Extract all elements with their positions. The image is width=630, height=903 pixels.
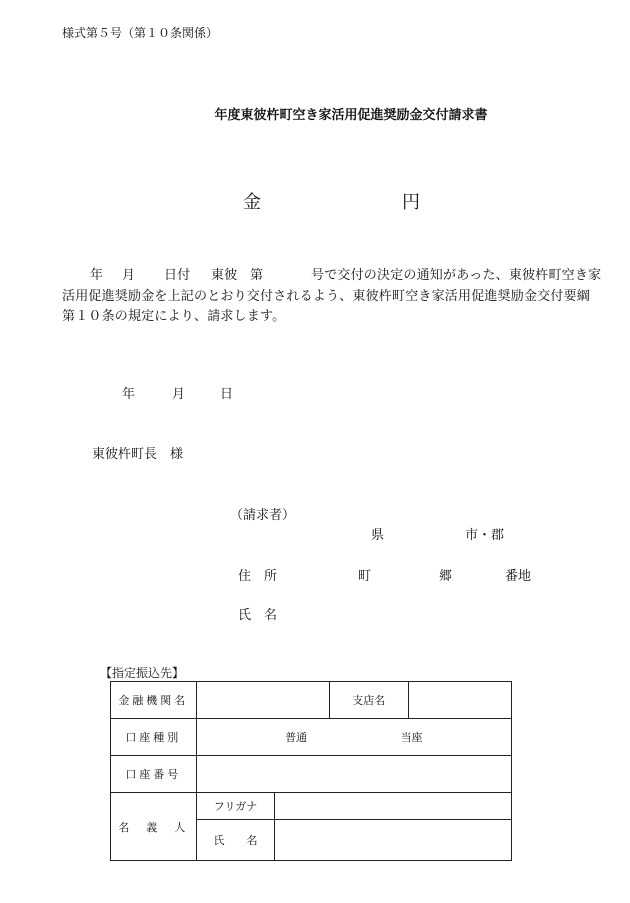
body-line1-touhi: 東彼: [211, 268, 238, 283]
furigana-label: フリガナ: [196, 793, 275, 820]
account-number-label: 口座番号: [111, 756, 197, 793]
bank-name-field[interactable]: [196, 682, 329, 719]
body-line1-nen: 年: [90, 268, 104, 283]
furigana-field[interactable]: [275, 793, 512, 820]
amount-kin-label: 金: [243, 192, 261, 213]
claimant-address-label: 住 所: [238, 569, 278, 584]
holder-name-field[interactable]: [275, 820, 512, 861]
body-line1-rest: 号で交付の決定の通知があった、東彼杵町空き家: [311, 268, 602, 283]
claimant-go: 郷: [439, 569, 453, 584]
account-number-field[interactable]: [196, 756, 511, 793]
account-type-label: 口座種別: [111, 719, 197, 756]
account-type-options[interactable]: [196, 719, 511, 756]
body-line3: 第１０条の規定により、請求します。: [62, 309, 286, 324]
document-title: 年度東彼杵町空き家活用促進奨励金交付請求書: [214, 108, 488, 123]
date-nen: 年: [122, 387, 136, 402]
branch-label: 支店名: [330, 682, 409, 719]
claimant-ken: 県: [371, 528, 385, 543]
bank-transfer-table: [110, 681, 512, 861]
account-type-futsu[interactable]: 普通: [285, 731, 308, 744]
claimant-banchi: 番地: [505, 569, 532, 584]
body-line1-hizuke: 日付: [164, 268, 191, 283]
branch-field[interactable]: [408, 682, 511, 719]
amount-en-label: 円: [402, 192, 420, 213]
holder-label: 名 義 人: [111, 793, 197, 861]
bank-name-label: 金融機関名: [111, 682, 197, 719]
claimant-heading: （請求者）: [230, 508, 296, 523]
form-number: 様式第５号（第１０条関係）: [62, 26, 219, 40]
date-hi: 日: [220, 387, 234, 402]
bank-row-account-number: [111, 756, 512, 793]
addressee: 東彼杵町長 様: [92, 447, 184, 462]
account-type-touza[interactable]: 当座: [400, 731, 423, 744]
bank-row-institution: [111, 682, 512, 719]
holder-name-label: 氏 名: [196, 820, 275, 861]
bank-row-account-type: [111, 719, 512, 756]
body-line2: 活用促進奨励金を上記のとおり交付されるよう、東彼杵町空き家活用促進奨励金交付要綱: [62, 289, 591, 304]
bank-section-title: 【指定振込先】: [100, 666, 185, 680]
claimant-shi-gun: 市・郡: [465, 528, 505, 543]
date-tsuki: 月: [172, 387, 186, 402]
claimant-machi: 町: [358, 569, 372, 584]
bank-row-furigana: [111, 793, 512, 820]
body-line1-dai: 第: [250, 268, 264, 283]
body-line1-tsuki: 月: [122, 268, 136, 283]
claimant-name-label: 氏 名: [238, 608, 278, 623]
